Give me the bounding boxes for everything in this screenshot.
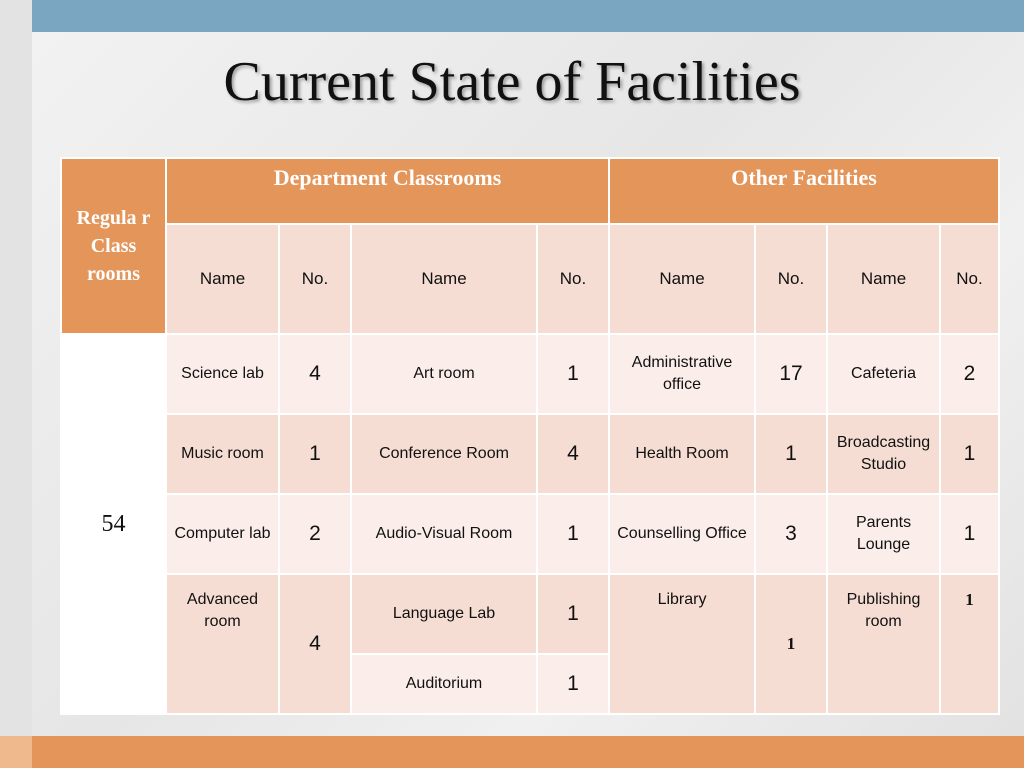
sub-header-name: Name	[166, 224, 279, 334]
facility-name: Computer lab	[166, 494, 279, 574]
facility-count: 4	[279, 574, 351, 714]
department-classrooms-header: Department Classrooms	[166, 158, 609, 224]
regular-classrooms-count: 54	[61, 334, 166, 714]
facilities-table	[60, 157, 1000, 715]
facility-name: Science lab	[166, 334, 279, 414]
bottom-accent-bar	[32, 736, 1024, 768]
facility-count: 1	[940, 494, 999, 574]
facility-count: 1	[940, 574, 999, 714]
facility-count: 1	[537, 574, 609, 654]
facility-count: 3	[755, 494, 827, 574]
facility-count: 1	[940, 414, 999, 494]
facility-count: 2	[940, 334, 999, 414]
facility-name: Publishing room	[827, 574, 940, 714]
other-facilities-header: Other Facilities	[609, 158, 999, 224]
facility-name: Cafeteria	[827, 334, 940, 414]
facility-name: Conference Room	[351, 414, 537, 494]
regular-classrooms-header: Regula r Class rooms	[61, 158, 166, 334]
table-row	[61, 414, 999, 494]
facility-name: Audio-Visual Room	[351, 494, 537, 574]
facility-count: 1	[537, 494, 609, 574]
sub-header-name: Name	[351, 224, 537, 334]
facility-name: Art room	[351, 334, 537, 414]
facility-count: 1	[537, 334, 609, 414]
facility-count: 4	[537, 414, 609, 494]
facility-name: Parents Lounge	[827, 494, 940, 574]
facility-name: Broadcasting Studio	[827, 414, 940, 494]
facility-count: 1	[537, 654, 609, 714]
facility-name: Auditorium	[351, 654, 537, 714]
slide-title: Current State of Facilities	[223, 51, 801, 113]
top-accent-bar	[32, 0, 1024, 32]
facility-name: Music room	[166, 414, 279, 494]
facility-name: Administrative office	[609, 334, 755, 414]
facility-count: 17	[755, 334, 827, 414]
group-header-row	[61, 158, 999, 224]
sub-header-row	[61, 224, 999, 334]
table-row	[61, 574, 999, 654]
sub-header-name: Name	[609, 224, 755, 334]
facility-count: 4	[279, 334, 351, 414]
sub-header-no: No.	[537, 224, 609, 334]
bottom-corner-accent	[0, 736, 32, 768]
facility-count: 2	[279, 494, 351, 574]
sub-header-no: No.	[940, 224, 999, 334]
facility-count: 1	[279, 414, 351, 494]
sub-header-no: No.	[279, 224, 351, 334]
facility-count: 1	[755, 574, 827, 714]
facility-name: Advanced room	[166, 574, 279, 714]
sub-header-name: Name	[827, 224, 940, 334]
table-row	[61, 334, 999, 414]
table-row	[61, 494, 999, 574]
facility-name: Library	[609, 574, 755, 714]
facility-name: Counselling Office	[609, 494, 755, 574]
sub-header-no: No.	[755, 224, 827, 334]
facility-name: Health Room	[609, 414, 755, 494]
facility-count: 1	[755, 414, 827, 494]
facility-name: Language Lab	[351, 574, 537, 654]
